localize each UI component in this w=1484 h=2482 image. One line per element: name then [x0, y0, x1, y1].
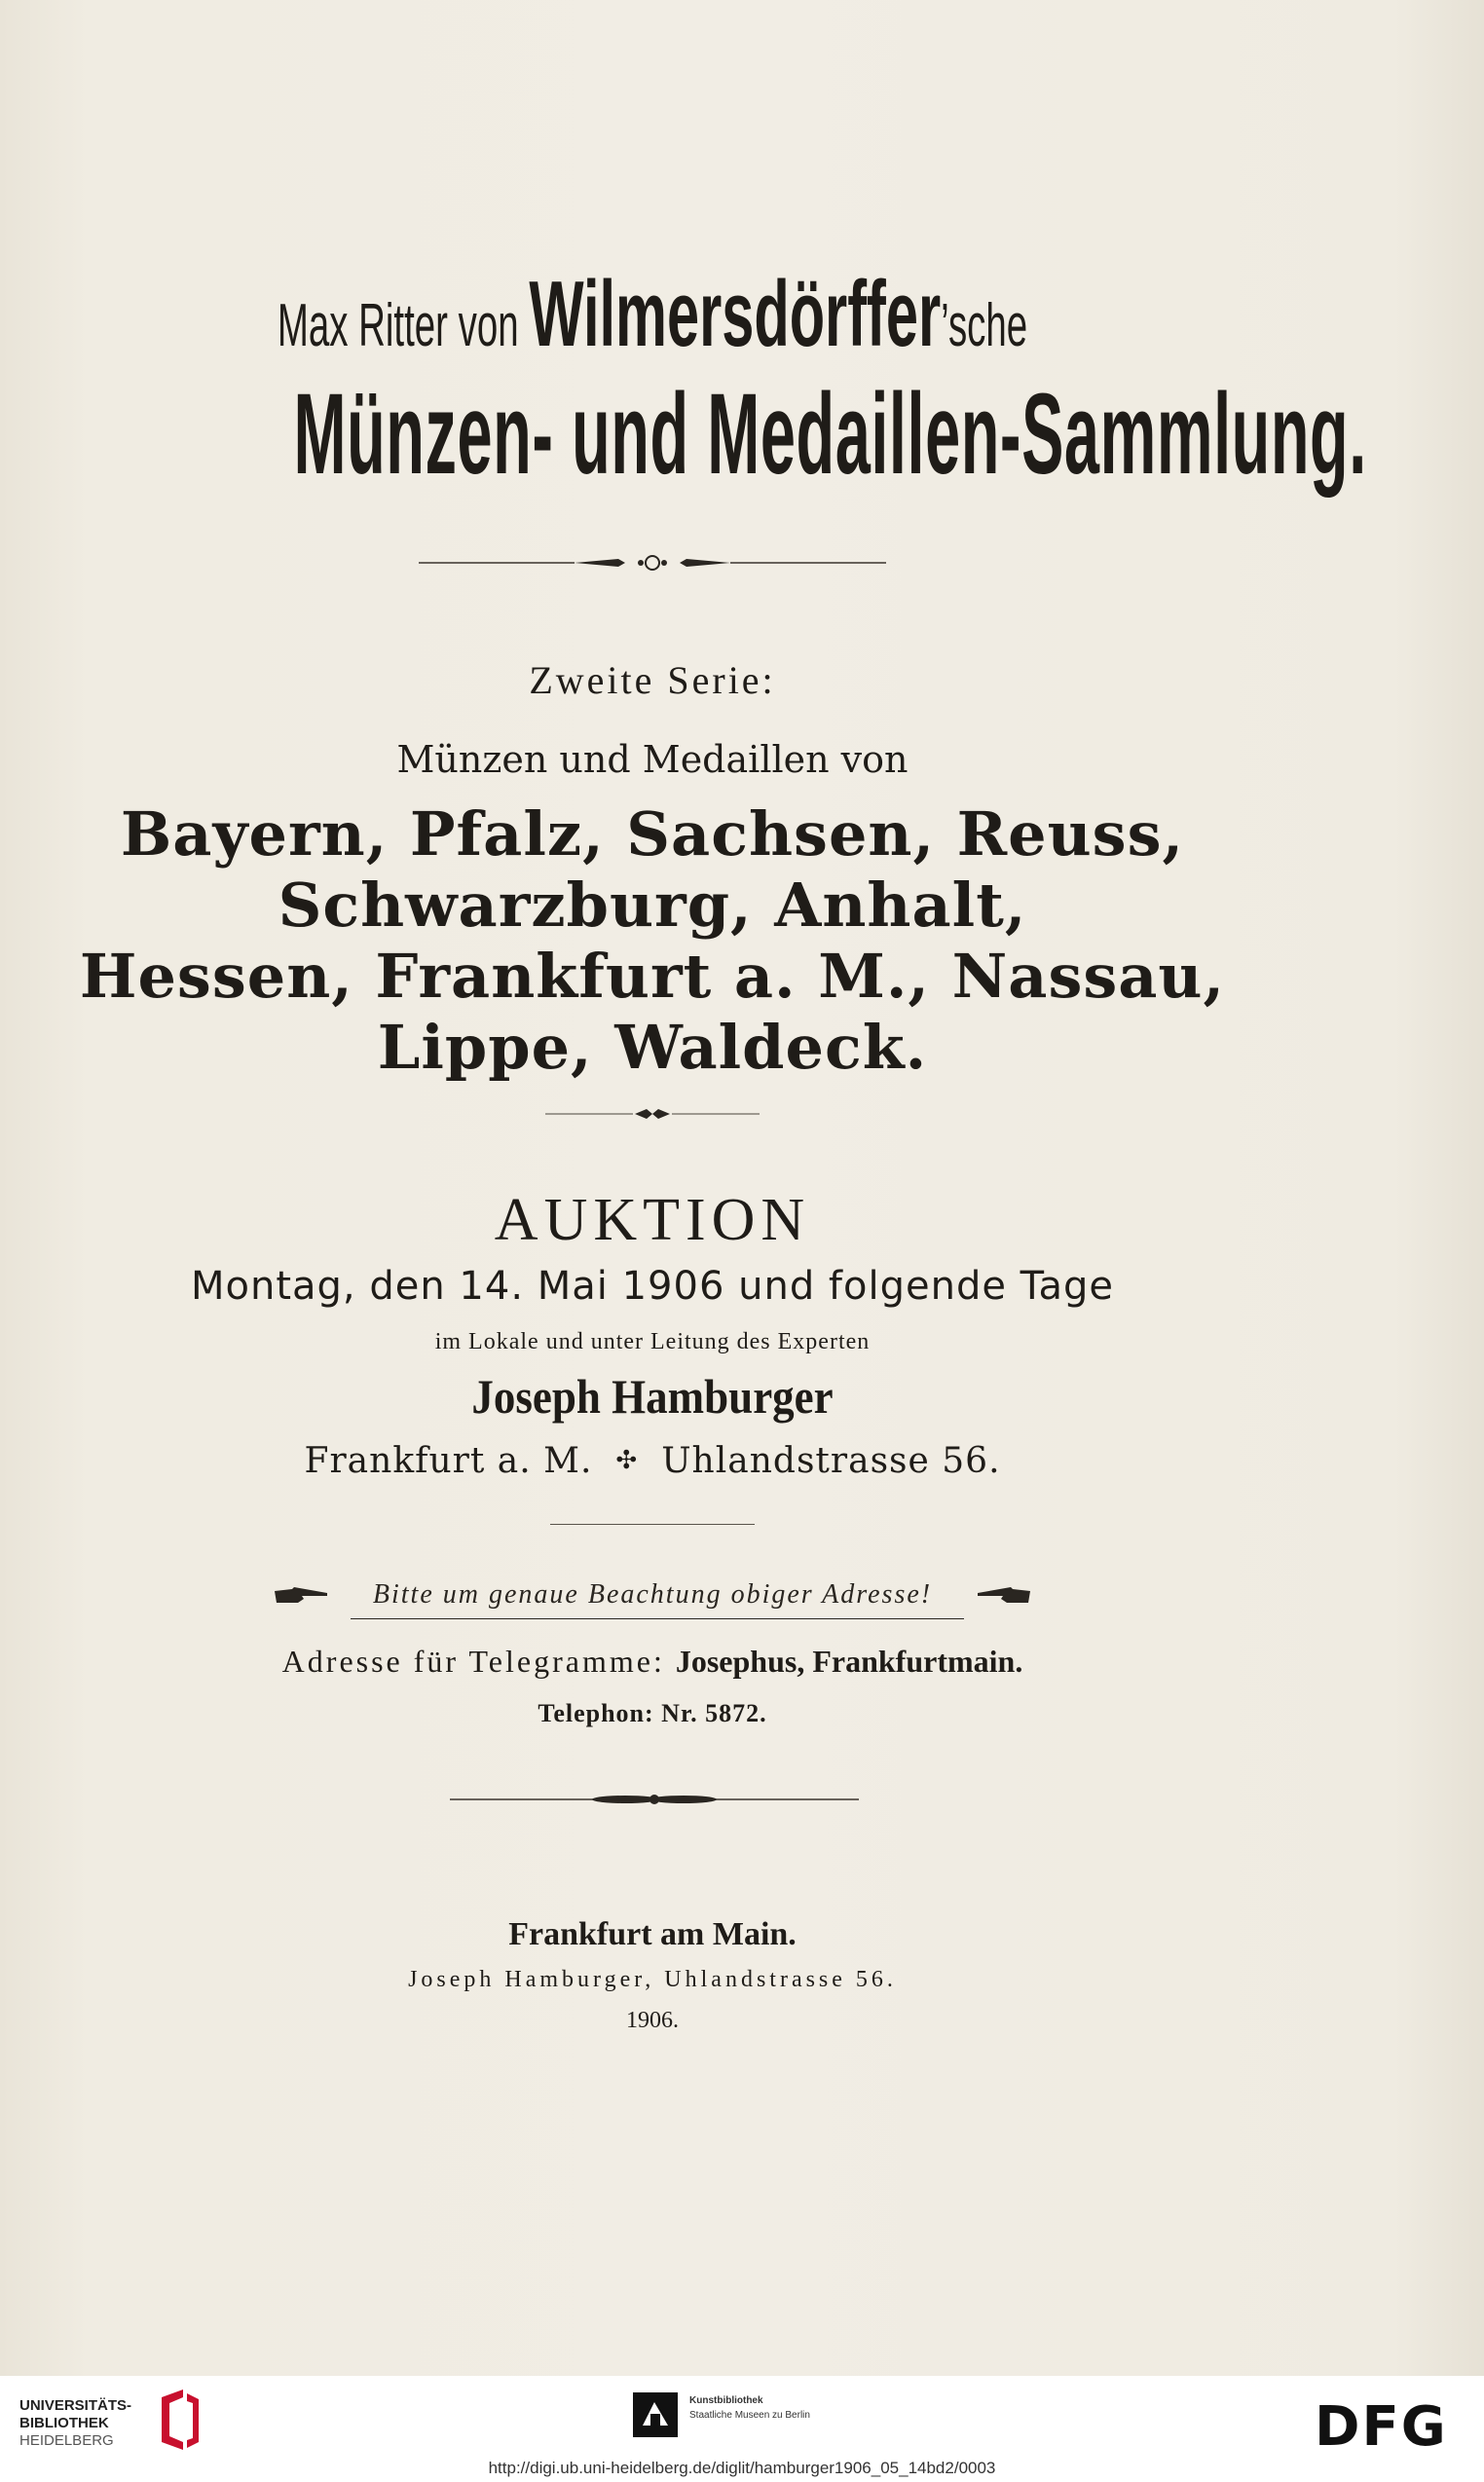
- auction-address: [0, 1441, 1305, 1481]
- telephone-number: Telephon: Nr. 5872.: [538, 1699, 767, 1727]
- footer-bar: [0, 2376, 1484, 2482]
- address-city: Frankfurt a. M.: [304, 1441, 593, 1481]
- publisher-address: Joseph Hamburger, Uhlandstrasse 56.: [408, 1967, 897, 1992]
- pointing-hand-right-icon: [273, 1585, 331, 1607]
- expert-name: Joseph Hamburger: [471, 1369, 834, 1424]
- notice-row: [273, 1579, 1032, 1618]
- cross-separator-icon: ✣: [615, 1446, 639, 1475]
- notice-underline: [351, 1618, 964, 1619]
- dfg-logo[interactable]: DFG: [1315, 2395, 1448, 2459]
- kb-line-2: Staatliche Museen zu Berlin: [689, 2410, 810, 2421]
- publication-year: 1906.: [626, 2008, 679, 2033]
- ornament-divider: [419, 551, 886, 574]
- series-label: Zweite Serie:: [529, 658, 776, 702]
- auction-heading: AUKTION: [494, 1187, 811, 1253]
- region-line: Bayern, Pfalz, Sachsen, Reuss,: [120, 798, 1185, 870]
- ub-line-3: HEIDELBERG: [19, 2432, 114, 2449]
- title-suffix: ’sche: [941, 292, 1028, 359]
- ub-heidelberg-logo-icon: [154, 2389, 204, 2452]
- pointing-hand-left-icon: [974, 1585, 1032, 1607]
- ub-line-2: BIBLIOTHEK: [19, 2415, 109, 2431]
- intro-line: Münzen und Medaillen von: [396, 738, 909, 781]
- region-line: Hessen, Frankfurt a. M., Nassau,: [79, 941, 1226, 1012]
- address-street: Uhlandstrasse 56.: [661, 1441, 1001, 1481]
- ub-line-1: UNIVERSITÄTS-: [19, 2397, 132, 2414]
- title-collector-name: Wilmersdörffer: [529, 262, 942, 366]
- title-prefix: Max Ritter von: [277, 292, 530, 359]
- rule-divider: [550, 1524, 755, 1525]
- title-line-2: Münzen- und Medaillen-Sammlung.: [293, 370, 1367, 499]
- auction-date: Montag, den 14. Mai 1906 und folgende Tage: [191, 1264, 1114, 1309]
- kunstbibliothek-logo-icon: [633, 2392, 678, 2437]
- region-line: Schwarzburg, Anhalt,: [278, 870, 1027, 941]
- address-notice: Bitte um genaue Beachtung obiger Adresse!: [372, 1579, 933, 1610]
- small-ornament: [545, 1106, 760, 1122]
- title-line-1: [248, 261, 1057, 368]
- flourish-divider: [450, 1788, 859, 1811]
- telegram-label: Adresse für Telegramme:: [281, 1644, 676, 1679]
- ub-heidelberg-wordmark[interactable]: [19, 2397, 131, 2450]
- publisher-city: Frankfurt am Main.: [508, 1916, 797, 1952]
- kunstbibliothek-wordmark[interactable]: [689, 2393, 810, 2423]
- region-line: Lippe, Waldeck.: [377, 1012, 928, 1083]
- location-note: im Lokale und unter Leitung des Experten: [434, 1329, 871, 1354]
- kb-line-1: Kunstbibliothek: [689, 2395, 763, 2406]
- telegram-address: [0, 1644, 1305, 1680]
- telegram-value: Josephus, Frankfurtmain.: [675, 1644, 1023, 1679]
- permalink-url[interactable]: http://digi.ub.uni-heidelberg.de/diglit/hamburger1906_05_14bd2/0003: [488, 2459, 996, 2477]
